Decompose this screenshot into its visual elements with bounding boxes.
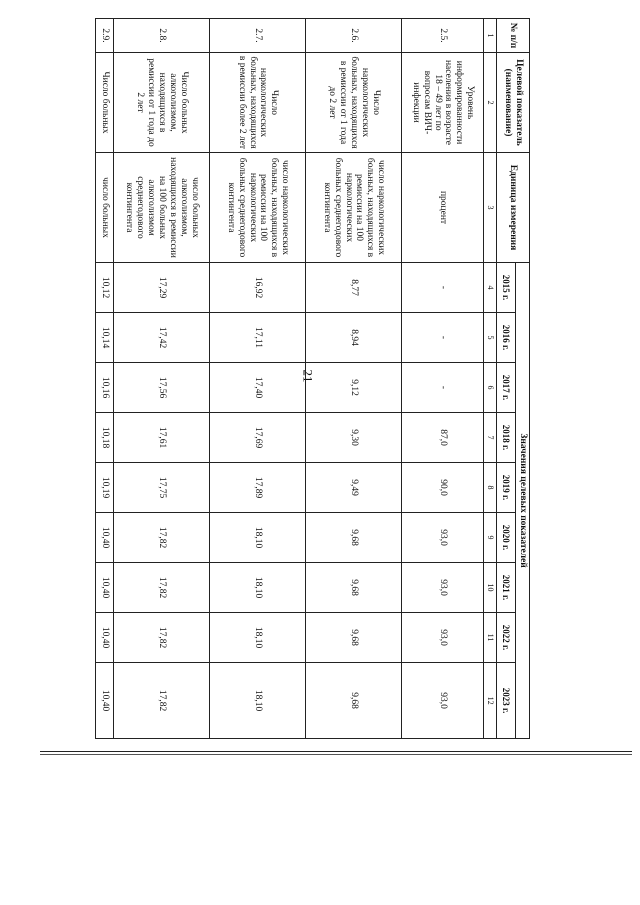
indicator-name: Число больных алкоголизмом, находящихся в ремиссии от 1 года до 2 лет xyxy=(114,53,210,153)
value-cell: 10,40 xyxy=(96,613,114,663)
header-year: 2020 г. xyxy=(497,513,516,563)
column-number: 12 xyxy=(484,663,497,739)
header-year: 2017 г. xyxy=(497,363,516,413)
value-cell: - xyxy=(402,313,484,363)
column-number: 2 xyxy=(484,53,497,153)
row-number: 2.7. xyxy=(210,19,306,53)
column-number: 4 xyxy=(484,263,497,313)
value-cell: 9,68 xyxy=(306,563,402,613)
value-cell: 10,40 xyxy=(96,513,114,563)
header-year: 2019 г. xyxy=(497,463,516,513)
rotated-table-container xyxy=(100,18,530,738)
value-cell: 17,56 xyxy=(114,363,210,413)
value-cell: 18,10 xyxy=(210,513,306,563)
header-num: № п/п xyxy=(497,19,530,53)
value-cell: 9,68 xyxy=(306,513,402,563)
header-year: 2021 г. xyxy=(497,563,516,613)
value-cell: 9,30 xyxy=(306,413,402,463)
value-cell: 9,68 xyxy=(306,663,402,739)
value-cell: 9,49 xyxy=(306,463,402,513)
value-cell: 17,82 xyxy=(114,613,210,663)
table-row xyxy=(402,19,484,739)
header-indicator: Целевой показатель (наименование) xyxy=(497,53,530,153)
row-number: 2.6. xyxy=(306,19,402,53)
column-number: 5 xyxy=(484,313,497,363)
value-cell: 17,82 xyxy=(114,563,210,613)
value-cell: 17,29 xyxy=(114,263,210,313)
column-number: 10 xyxy=(484,563,497,613)
value-cell: 10,16 xyxy=(96,363,114,413)
table-row xyxy=(306,19,402,739)
value-cell: 10,14 xyxy=(96,313,114,363)
value-cell: 17,82 xyxy=(114,513,210,563)
indicator-name: Число наркологических больных, находящихся в ремиссии более 2 лет xyxy=(210,53,306,153)
column-number: 1 xyxy=(484,19,497,53)
value-cell: 93,0 xyxy=(402,663,484,739)
column-number: 8 xyxy=(484,463,497,513)
value-cell: 17,40 xyxy=(210,363,306,413)
indicator-name: Число наркологических больных, находящихся в ремиссии от 1 года до 2 лет xyxy=(306,53,402,153)
value-cell: 17,61 xyxy=(114,413,210,463)
table-row xyxy=(210,19,306,739)
unit: число наркологических больных, находящихся в ремиссии на 100 наркологических больных среднегодового контингента xyxy=(306,153,402,263)
value-cell: 90,0 xyxy=(402,463,484,513)
table-row xyxy=(96,19,114,739)
row-number: 2.5. xyxy=(402,19,484,53)
unit: процент xyxy=(402,153,484,263)
column-number: 3 xyxy=(484,153,497,263)
value-cell: 9,12 xyxy=(306,363,402,413)
row-number: 2.8. xyxy=(114,19,210,53)
value-cell: 93,0 xyxy=(402,613,484,663)
value-cell: 9,68 xyxy=(306,613,402,663)
value-cell: - xyxy=(402,363,484,413)
value-cell: 18,10 xyxy=(210,663,306,739)
header-year: 2015 г. xyxy=(497,263,516,313)
column-numbers-row xyxy=(484,19,497,739)
unit: число наркологических больных, находящихся в ремиссии на 100 наркологических больных среднегодового контингента xyxy=(210,153,306,263)
value-cell: 10,40 xyxy=(96,563,114,613)
indicator-name: Число больных xyxy=(96,53,114,153)
value-cell: 17,82 xyxy=(114,663,210,739)
unit: число больных xyxy=(96,153,114,263)
value-cell: 17,42 xyxy=(114,313,210,363)
value-cell: 17,75 xyxy=(114,463,210,513)
column-number: 7 xyxy=(484,413,497,463)
header-year: 2023 г. xyxy=(497,663,516,739)
column-number: 6 xyxy=(484,363,497,413)
value-cell: 16,92 xyxy=(210,263,306,313)
value-cell: 17,69 xyxy=(210,413,306,463)
value-cell: 10,12 xyxy=(96,263,114,313)
value-cell: 8,77 xyxy=(306,263,402,313)
column-number: 11 xyxy=(484,613,497,663)
column-number: 9 xyxy=(484,513,497,563)
table-row xyxy=(114,19,210,739)
value-cell: 18,10 xyxy=(210,563,306,613)
footer-rule-secondary xyxy=(40,754,632,755)
footer-rule xyxy=(40,751,632,752)
value-cell: 17,89 xyxy=(210,463,306,513)
indicator-name: Уровень информированности населения в возрасте 18 – 49 лет по вопросам ВИЧ-инфекции xyxy=(402,53,484,153)
unit: число больных алкоголизмом, находящихся в ремиссии на 100 больных алкоголизмом среднегодового контингента xyxy=(114,153,210,263)
page-number: 21 xyxy=(300,369,316,383)
value-cell: 17,11 xyxy=(210,313,306,363)
header-year: 2018 г. xyxy=(497,413,516,463)
header-unit: Единица измерения xyxy=(497,153,530,263)
header-values-group: Значения целевых показателей xyxy=(516,263,530,739)
header-year: 2016 г. xyxy=(497,313,516,363)
value-cell: 93,0 xyxy=(402,563,484,613)
value-cell: 87,0 xyxy=(402,413,484,463)
value-cell: - xyxy=(402,263,484,313)
value-cell: 93,0 xyxy=(402,513,484,563)
header-row-1 xyxy=(516,19,530,739)
value-cell: 10,40 xyxy=(96,663,114,739)
row-number: 2.9. xyxy=(96,19,114,53)
value-cell: 10,18 xyxy=(96,413,114,463)
targets-table xyxy=(95,18,530,739)
value-cell: 8,94 xyxy=(306,313,402,363)
header-year: 2022 г. xyxy=(497,613,516,663)
value-cell: 10,19 xyxy=(96,463,114,513)
value-cell: 18,10 xyxy=(210,613,306,663)
